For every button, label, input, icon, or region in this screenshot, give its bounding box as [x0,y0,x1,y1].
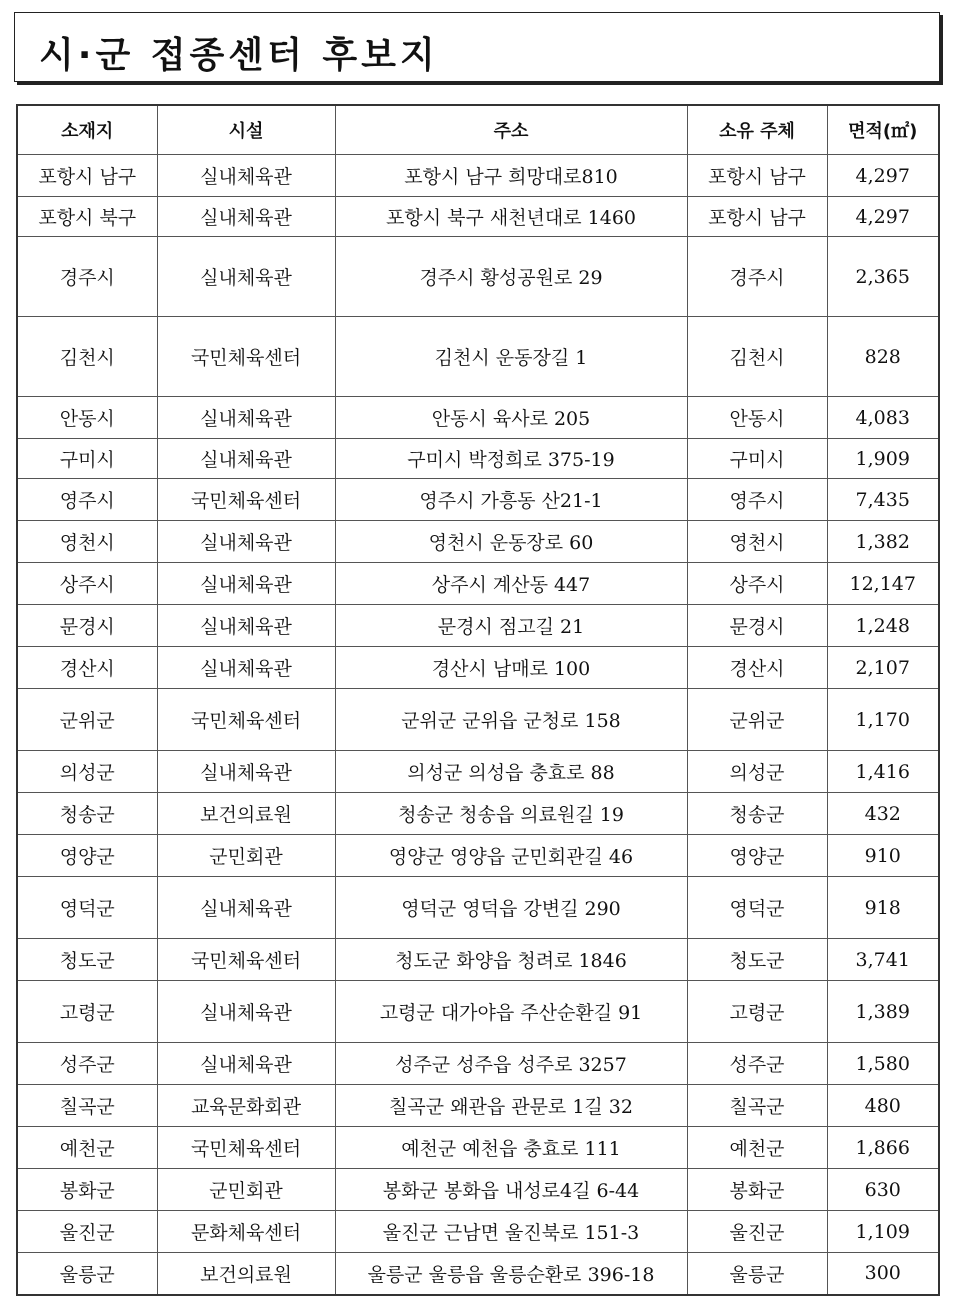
cell-facility: 실내체육관 [157,155,335,197]
cell-owner: 영주시 [687,479,827,521]
cell-area: 918 [827,877,939,939]
cell-facility: 실내체육관 [157,439,335,479]
cell-facility: 실내체육관 [157,563,335,605]
cell-location: 영주시 [17,479,157,521]
cell-facility: 국민체육센터 [157,939,335,981]
table-row [17,1043,939,1085]
header-address: 주소 [335,105,687,155]
header-facility: 시설 [157,105,335,155]
cell-facility: 문화체육센터 [157,1211,335,1253]
cell-address: 성주군 성주읍 성주로 3257 [335,1043,687,1085]
table-row [17,439,939,479]
cell-owner: 예천군 [687,1127,827,1169]
cell-owner: 상주시 [687,563,827,605]
cell-location: 포항시 남구 [17,155,157,197]
cell-area: 1,248 [827,605,939,647]
cell-area: 4,297 [827,197,939,237]
cell-owner: 칠곡군 [687,1085,827,1127]
table-body [17,155,939,1295]
table-header-row [17,105,939,155]
table-row [17,155,939,197]
cell-address: 울릉군 울릉읍 울릉순환로 396-18 [335,1253,687,1295]
table-row [17,197,939,237]
cell-owner: 구미시 [687,439,827,479]
cell-area: 1,382 [827,521,939,563]
title-box [14,12,940,82]
table-row [17,751,939,793]
cell-area: 828 [827,317,939,397]
cell-area: 910 [827,835,939,877]
cell-location: 칠곡군 [17,1085,157,1127]
cell-location: 포항시 북구 [17,197,157,237]
cell-location: 군위군 [17,689,157,751]
table-container [16,104,938,1296]
table-row [17,317,939,397]
table-row [17,689,939,751]
cell-facility: 교육문화회관 [157,1085,335,1127]
cell-area: 480 [827,1085,939,1127]
cell-address: 청송군 청송읍 의료원길 19 [335,793,687,835]
table-row [17,939,939,981]
cell-address: 구미시 박정희로 375-19 [335,439,687,479]
cell-owner: 김천시 [687,317,827,397]
cell-location: 문경시 [17,605,157,647]
cell-address: 영천시 운동장로 60 [335,521,687,563]
table-row [17,793,939,835]
table-row [17,237,939,317]
table-row [17,605,939,647]
cell-area: 1,866 [827,1127,939,1169]
table-row [17,835,939,877]
cell-address: 상주시 계산동 447 [335,563,687,605]
cell-owner: 울진군 [687,1211,827,1253]
cell-location: 청송군 [17,793,157,835]
cell-area: 432 [827,793,939,835]
cell-location: 예천군 [17,1127,157,1169]
cell-address: 봉화군 봉화읍 내성로4길 6-44 [335,1169,687,1211]
cell-facility: 국민체육센터 [157,1127,335,1169]
cell-area: 1,109 [827,1211,939,1253]
cell-facility: 실내체육관 [157,1043,335,1085]
cell-facility: 실내체육관 [157,605,335,647]
cell-facility: 국민체육센터 [157,689,335,751]
cell-location: 봉화군 [17,1169,157,1211]
table-row [17,981,939,1043]
cell-address: 김천시 운동장길 1 [335,317,687,397]
cell-address: 영양군 영양읍 군민회관길 46 [335,835,687,877]
cell-address: 포항시 남구 희망대로810 [335,155,687,197]
cell-owner: 영천시 [687,521,827,563]
cell-location: 안동시 [17,397,157,439]
cell-facility: 실내체육관 [157,521,335,563]
cell-address: 경산시 남매로 100 [335,647,687,689]
table-row [17,1211,939,1253]
cell-location: 의성군 [17,751,157,793]
cell-area: 7,435 [827,479,939,521]
table-row [17,1169,939,1211]
cell-location: 영천시 [17,521,157,563]
cell-area: 2,365 [827,237,939,317]
cell-location: 고령군 [17,981,157,1043]
cell-facility: 실내체육관 [157,237,335,317]
cell-owner: 안동시 [687,397,827,439]
cell-facility: 국민체육센터 [157,317,335,397]
cell-area: 630 [827,1169,939,1211]
table-row [17,877,939,939]
cell-owner: 군위군 [687,689,827,751]
cell-owner: 봉화군 [687,1169,827,1211]
cell-area: 3,741 [827,939,939,981]
cell-location: 김천시 [17,317,157,397]
cell-location: 울진군 [17,1211,157,1253]
cell-address: 울진군 근남면 울진북로 151-3 [335,1211,687,1253]
cell-location: 경주시 [17,237,157,317]
table-row [17,1127,939,1169]
cell-owner: 문경시 [687,605,827,647]
cell-facility: 국민체육센터 [157,479,335,521]
cell-facility: 실내체육관 [157,397,335,439]
cell-facility: 군민회관 [157,835,335,877]
cell-location: 영덕군 [17,877,157,939]
cell-facility: 보건의료원 [157,1253,335,1295]
cell-facility: 실내체육관 [157,981,335,1043]
cell-address: 군위군 군위읍 군청로 158 [335,689,687,751]
table-row [17,647,939,689]
cell-area: 4,083 [827,397,939,439]
cell-address: 의성군 의성읍 충효로 88 [335,751,687,793]
table-row [17,521,939,563]
cell-facility: 실내체육관 [157,197,335,237]
cell-area: 1,580 [827,1043,939,1085]
cell-address: 예천군 예천읍 충효로 111 [335,1127,687,1169]
cell-location: 구미시 [17,439,157,479]
cell-owner: 경산시 [687,647,827,689]
cell-area: 12,147 [827,563,939,605]
cell-facility: 실내체육관 [157,647,335,689]
cell-address: 영주시 가흥동 산21-1 [335,479,687,521]
cell-area: 1,170 [827,689,939,751]
cell-address: 안동시 육사로 205 [335,397,687,439]
cell-location: 경산시 [17,647,157,689]
cell-owner: 의성군 [687,751,827,793]
cell-location: 상주시 [17,563,157,605]
header-owner: 소유 주체 [687,105,827,155]
cell-owner: 고령군 [687,981,827,1043]
cell-owner: 성주군 [687,1043,827,1085]
cell-owner: 영양군 [687,835,827,877]
cell-owner: 울릉군 [687,1253,827,1295]
cell-owner: 포항시 남구 [687,155,827,197]
cell-address: 고령군 대가야읍 주산순환길 91 [335,981,687,1043]
vaccination-center-table [16,104,940,1296]
cell-area: 4,297 [827,155,939,197]
cell-address: 칠곡군 왜관읍 관문로 1길 32 [335,1085,687,1127]
header-location: 소재지 [17,105,157,155]
cell-address: 경주시 황성공원로 29 [335,237,687,317]
cell-owner: 영덕군 [687,877,827,939]
cell-location: 청도군 [17,939,157,981]
cell-owner: 청도군 [687,939,827,981]
table-row [17,563,939,605]
table-row [17,1085,939,1127]
table-row [17,397,939,439]
table-row [17,1253,939,1295]
cell-facility: 실내체육관 [157,877,335,939]
cell-area: 1,416 [827,751,939,793]
cell-area: 300 [827,1253,939,1295]
cell-owner: 청송군 [687,793,827,835]
cell-owner: 경주시 [687,237,827,317]
header-area: 면적(㎡) [827,105,939,155]
table-row [17,479,939,521]
cell-area: 1,909 [827,439,939,479]
cell-facility: 군민회관 [157,1169,335,1211]
cell-location: 영양군 [17,835,157,877]
cell-address: 청도군 화양읍 청려로 1846 [335,939,687,981]
cell-area: 1,389 [827,981,939,1043]
cell-area: 2,107 [827,647,939,689]
cell-address: 포항시 북구 새천년대로 1460 [335,197,687,237]
cell-facility: 실내체육관 [157,751,335,793]
cell-address: 문경시 점고길 21 [335,605,687,647]
page-title: 시·군 접종센터 후보지 [39,35,439,76]
cell-location: 울릉군 [17,1253,157,1295]
cell-address: 영덕군 영덕읍 강변길 290 [335,877,687,939]
cell-location: 성주군 [17,1043,157,1085]
cell-owner: 포항시 남구 [687,197,827,237]
cell-facility: 보건의료원 [157,793,335,835]
